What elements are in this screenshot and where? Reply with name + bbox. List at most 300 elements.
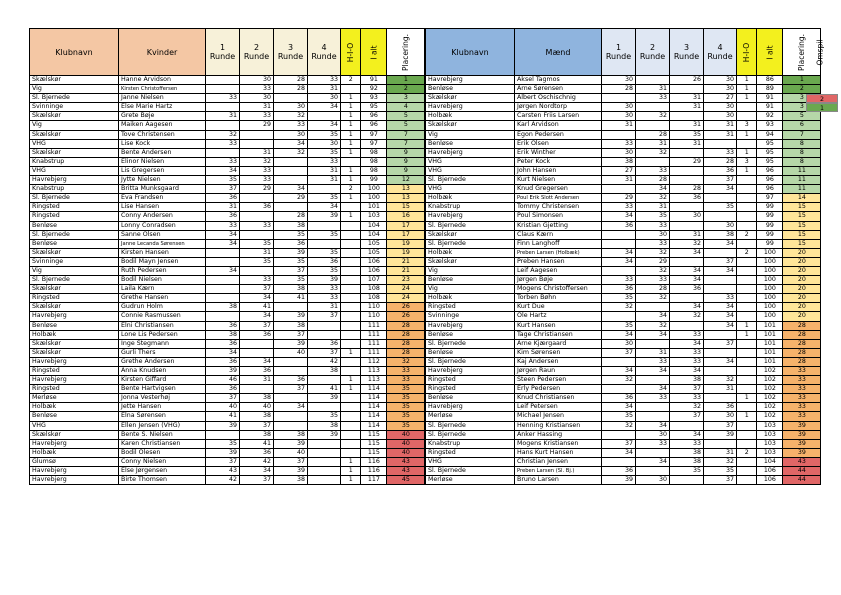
cell-placering: 11 [783,185,821,194]
cell-runde-2: 30 [636,230,670,239]
cell-hio: 2 [341,76,361,85]
cell-club: Skælskør [426,230,515,239]
cell-placering: 33 [783,394,821,403]
cell-runde-2 [636,376,670,385]
cell-club: VHG [426,457,515,466]
table-row [30,157,425,166]
cell-club: Sl. Bjernede [426,430,515,439]
cell-runde-1: 34 [602,403,636,412]
cell-club: Sl. Bjernede [426,421,515,430]
table-row [426,248,821,257]
cell-runde-3: 32 [274,112,308,121]
cell-runde-4: 31 [704,385,737,394]
cell-runde-4: 30 [704,76,737,85]
table-row [426,439,821,448]
cell-runde-3: 34 [670,430,704,439]
cell-club: Vig [30,121,119,130]
cell-placering: 7 [387,130,425,139]
cell-i-alt: 116 [361,457,387,466]
cell-placering: 28 [783,348,821,357]
cell-runde-3: 35 [670,467,704,476]
table-row [426,430,821,439]
cell-name: Arne Sørensen [515,85,602,94]
cell-runde-2: 34 [240,357,274,366]
cell-runde-2: 33 [240,276,274,285]
table-row [30,303,425,312]
table-row [426,221,821,230]
cell-runde-2: 38 [240,394,274,403]
cell-name: Kurt Hansen [515,321,602,330]
cell-club: Havrebjerg [30,476,119,485]
cell-runde-3: 40 [274,448,308,457]
cell-i-alt: 98 [361,166,387,175]
cell-club: Havrebjerg [426,148,515,157]
cell-placering: 5 [387,121,425,130]
cell-club: Skælskør [30,303,119,312]
table-row [30,330,425,339]
cell-runde-1: 31 [602,176,636,185]
cell-runde-1: 39 [206,448,240,457]
cell-runde-2 [240,139,274,148]
cell-runde-3: 38 [274,221,308,230]
cell-runde-1: 33 [206,157,240,166]
cell-runde-3: 38 [670,457,704,466]
cell-placering: 6 [783,121,821,130]
cell-name: Kirsten Giffard [119,376,206,385]
cell-runde-1 [206,257,240,266]
cell-hio: 3 [737,121,757,130]
cell-runde-2: 32 [636,112,670,121]
cell-club: Merløse [30,394,119,403]
table-row [426,185,821,194]
cell-runde-3 [670,176,704,185]
cell-runde-1 [206,85,240,94]
cell-runde-2: 33 [636,221,670,230]
cell-name: Mogens Christoffersen [515,285,602,294]
cell-club: Sl. Bjernede [426,239,515,248]
cell-runde-3: 33 [274,121,308,130]
cell-name: Erik Olsen [515,139,602,148]
cell-name: Lise Hansen [119,203,206,212]
cell-club: VHG [30,166,119,175]
cell-i-alt: 111 [361,348,387,357]
table-row [30,230,425,239]
cell-i-alt: 92 [361,85,387,94]
cell-runde-4: 33 [704,294,737,303]
cell-runde-2: 32 [636,266,670,275]
cell-runde-1 [602,239,636,248]
cell-placering: 35 [387,421,425,430]
col-i-alt: I alt [361,29,387,76]
cell-hio: 1 [341,476,361,485]
cell-name: Egon Pedersen [515,130,602,139]
cell-club: Ringsted [426,303,515,312]
cell-hio [341,448,361,457]
table-row [426,230,821,239]
cell-runde-2: 31 [636,203,670,212]
cell-runde-4 [704,330,737,339]
cell-runde-2: 34 [636,385,670,394]
cell-placering: 1 [783,76,821,85]
cell-i-alt: 103 [361,212,387,221]
cell-name: Bente Hartvigsen [119,385,206,394]
cell-club: VHG [30,421,119,430]
cell-i-alt: 105 [361,248,387,257]
cell-name: Ole Hartz [515,312,602,321]
cell-runde-2 [240,130,274,139]
table-row [30,339,425,348]
cell-runde-2 [636,339,670,348]
cell-placering: 28 [783,330,821,339]
cell-club: VHG [426,185,515,194]
cell-runde-1 [602,266,636,275]
cell-runde-3: 33 [670,348,704,357]
cell-runde-3: 35 [274,230,308,239]
cell-runde-4 [308,330,341,339]
cell-name: Preben Larsen (Holbæk) [515,248,602,257]
cell-club: VHG [426,166,515,175]
table-row [30,94,425,103]
cell-i-alt: 107 [361,276,387,285]
cell-hio: 1 [341,94,361,103]
cell-club: Svinninge [426,312,515,321]
cell-name: Kirsten Christoffersen [119,85,206,94]
cell-i-alt: 98 [361,148,387,157]
cell-runde-1: 36 [206,194,240,203]
cell-name: Christian Jensen [515,457,602,466]
cell-club: Havrebjerg [426,103,515,112]
cell-runde-3: 36 [274,376,308,385]
cell-runde-2: 37 [240,476,274,485]
table-row [426,448,821,457]
cell-runde-1 [602,94,636,103]
cell-runde-2: 33 [240,221,274,230]
cell-runde-1: 37 [206,457,240,466]
cell-hio [737,185,757,194]
cell-club: Ringsted [426,448,515,457]
cell-placering: 33 [783,385,821,394]
cell-runde-2: 31 [240,103,274,112]
table-row [426,203,821,212]
table-row [426,139,821,148]
cell-runde-4 [308,239,341,248]
table-row [426,403,821,412]
cell-i-alt: 116 [361,467,387,476]
cell-runde-3 [670,166,704,175]
cell-i-alt: 114 [361,412,387,421]
cell-runde-2: 32 [636,248,670,257]
cell-club: Benløse [30,221,119,230]
cell-hio: 2 [341,185,361,194]
cell-hio [737,348,757,357]
cell-placering: 39 [783,430,821,439]
cell-hio: 1 [341,130,361,139]
cell-runde-3: 37 [274,330,308,339]
cell-runde-3: 31 [670,139,704,148]
table-row [426,157,821,166]
cell-runde-3: 34 [274,139,308,148]
cell-runde-1: 39 [206,367,240,376]
cell-placering: 15 [783,203,821,212]
cell-club: Ringsted [30,212,119,221]
cell-placering: 45 [387,476,425,485]
cell-runde-2: 31 [240,376,274,385]
cell-runde-4: 30 [704,221,737,230]
cell-runde-4: 37 [308,312,341,321]
cell-runde-3: 33 [670,357,704,366]
cell-placering: 9 [387,148,425,157]
table-row [30,448,425,457]
cell-runde-2: 31 [240,148,274,157]
cell-hio [341,221,361,230]
cell-runde-2: 37 [240,321,274,330]
cell-name: Aksel Tagmos [515,76,602,85]
cell-runde-4: 32 [704,457,737,466]
cell-name: Bente Andersen [119,148,206,157]
cell-runde-3 [274,357,308,366]
cell-runde-2 [240,230,274,239]
cell-runde-3: 33 [670,330,704,339]
cell-runde-2: 33 [240,112,274,121]
cell-name: Ruth Pedersen [119,266,206,275]
cell-runde-2: 36 [240,330,274,339]
cell-i-alt: 101 [757,348,783,357]
table-row [30,285,425,294]
cell-name: Jørgen Bøje [515,276,602,285]
cell-runde-3: 40 [274,348,308,357]
cell-i-alt: 115 [361,430,387,439]
cell-hio [737,112,757,121]
cell-name: Kurt Due [515,303,602,312]
cell-runde-3: 31 [670,94,704,103]
cell-hio [341,412,361,421]
cell-name: Jette Hansen [119,403,206,412]
cell-placering: 20 [783,294,821,303]
col-placering: Placering. [387,29,425,76]
col-placering: Placering. [783,29,821,76]
cell-runde-2: 33 [636,439,670,448]
cell-club: Skælskør [30,76,119,85]
table-row [426,130,821,139]
cell-i-alt: 95 [757,148,783,157]
table-row [30,457,425,466]
cell-hio: 1 [737,330,757,339]
cell-runde-4: 35 [308,230,341,239]
cell-runde-3: 35 [274,276,308,285]
cell-runde-2: 42 [240,457,274,466]
cell-i-alt: 113 [361,376,387,385]
cell-runde-1: 36 [602,221,636,230]
cell-i-alt: 114 [361,421,387,430]
cell-name: Jørgen Raun [515,367,602,376]
table-row [426,376,821,385]
cell-runde-1: 36 [206,212,240,221]
cell-i-alt: 102 [757,412,783,421]
cell-name: Inge Stegmann [119,339,206,348]
cell-hio [737,376,757,385]
cell-hio [341,367,361,376]
cell-runde-2: 41 [240,303,274,312]
table-row [30,257,425,266]
cell-runde-1: 41 [206,412,240,421]
cell-i-alt: 96 [757,185,783,194]
cell-runde-1: 30 [602,103,636,112]
table-row [426,457,821,466]
cell-name: Lise Kock [119,139,206,148]
cell-i-alt: 103 [757,430,783,439]
table-row [30,266,425,275]
cell-runde-3: 37 [274,385,308,394]
cell-i-alt: 93 [757,121,783,130]
cell-name: Albert Oschischnig [515,94,602,103]
cell-runde-2: 40 [240,403,274,412]
cell-name: Peter Kock [515,157,602,166]
cell-i-alt: 96 [757,176,783,185]
cell-i-alt: 106 [361,266,387,275]
cell-runde-1: 32 [602,303,636,312]
cell-i-alt: 86 [757,76,783,85]
cell-placering: 1 [387,76,425,85]
cell-placering: 43 [783,457,821,466]
cell-i-alt: 103 [757,421,783,430]
cell-club: Vig [426,130,515,139]
cell-runde-4 [308,476,341,485]
cell-runde-2 [636,76,670,85]
cell-i-alt: 101 [757,330,783,339]
cell-name: Tove Christensen [119,130,206,139]
cell-club: VHG [30,139,119,148]
cell-i-alt: 104 [361,221,387,230]
cell-i-alt: 89 [757,85,783,94]
cell-runde-3: 34 [274,403,308,412]
cell-runde-1: 34 [602,367,636,376]
table-row [30,476,425,485]
cell-runde-3: 28 [274,85,308,94]
cell-i-alt: 100 [757,276,783,285]
cell-name: Conny Andersen [119,212,206,221]
cell-runde-3: 38 [274,476,308,485]
cell-runde-4 [704,439,737,448]
cell-runde-2: 36 [240,367,274,376]
cell-placering: 5 [387,112,425,121]
cell-runde-4: 33 [704,148,737,157]
table-row [30,348,425,357]
cell-placering: 33 [387,367,425,376]
cell-name: Grethe Hansen [119,294,206,303]
cell-runde-1 [602,230,636,239]
cell-runde-4: 37 [308,348,341,357]
table-row [426,312,821,321]
cell-runde-3: 39 [274,248,308,257]
cell-name: Karl Arvidson [515,121,602,130]
cell-runde-3: 32 [670,239,704,248]
cell-hio [737,339,757,348]
cell-name: Jonna Vesterhøj [119,394,206,403]
cell-placering: 15 [783,212,821,221]
cell-runde-2: 34 [636,185,670,194]
cell-hio [737,239,757,248]
cell-name: Kaj Andersen [515,357,602,366]
cell-runde-3 [670,112,704,121]
cell-runde-4 [704,212,737,221]
cell-name: Eva Frandsen [119,194,206,203]
cell-placering: 17 [387,221,425,230]
omspil-value-2: 1 [806,103,838,112]
table-row [30,276,425,285]
cell-club: Benløse [426,394,515,403]
cell-i-alt: 100 [361,185,387,194]
cell-runde-2: 32 [636,148,670,157]
cell-name: Elna Sørensen [119,412,206,421]
cell-runde-3 [670,476,704,485]
cell-runde-1: 33 [206,94,240,103]
cell-runde-2: 28 [636,285,670,294]
cell-placering: 20 [783,266,821,275]
col-runde-1: 1 Runde [602,29,636,76]
cell-club: Skælskør [30,285,119,294]
women-results-table [29,28,425,485]
cell-runde-4: 35 [308,412,341,421]
cell-runde-3: 30 [274,130,308,139]
cell-club: Skælskør [30,348,119,357]
cell-hio [341,403,361,412]
table-row [426,166,821,175]
men-results-table [425,28,821,485]
cell-club: Havrebjerg [30,312,119,321]
cell-runde-4 [308,112,341,121]
cell-runde-4 [308,221,341,230]
cell-hio: 3 [737,157,757,166]
cell-placering: 20 [783,276,821,285]
cell-runde-3: 36 [274,239,308,248]
table-row [30,394,425,403]
cell-name: Janne Nielsen [119,94,206,103]
women-rows [30,76,425,485]
cell-placering: 8 [783,157,821,166]
table-row [30,376,425,385]
cell-runde-2 [240,266,274,275]
cell-runde-4: 28 [704,157,737,166]
cell-name: Bodil Mayn Jensen [119,257,206,266]
cell-club: Holbæk [426,248,515,257]
table-row [30,357,425,366]
cell-runde-4 [308,321,341,330]
cell-club: Vig [426,266,515,275]
cell-runde-1 [602,385,636,394]
cell-placering: 16 [387,212,425,221]
cell-runde-4: 34 [308,121,341,130]
cell-runde-3: 38 [670,376,704,385]
cell-placering: 20 [783,285,821,294]
cell-hio [341,230,361,239]
cell-runde-1 [206,294,240,303]
cell-runde-1: 28 [602,85,636,94]
cell-hio [737,294,757,303]
cell-placering: 28 [387,339,425,348]
cell-hio [737,439,757,448]
cell-name: Hans Kurt Hansen [515,448,602,457]
cell-runde-3: 26 [670,76,704,85]
cell-hio [341,430,361,439]
col-runde-4: 4 Runde [308,29,341,76]
cell-club: Knabstrup [426,439,515,448]
cell-runde-4: 35 [704,203,737,212]
cell-runde-2: 31 [240,248,274,257]
cell-placering: 35 [387,385,425,394]
cell-name: Else Jørgensen [119,467,206,476]
cell-name: Anna Knudsen [119,367,206,376]
cell-club: Ringsted [30,203,119,212]
